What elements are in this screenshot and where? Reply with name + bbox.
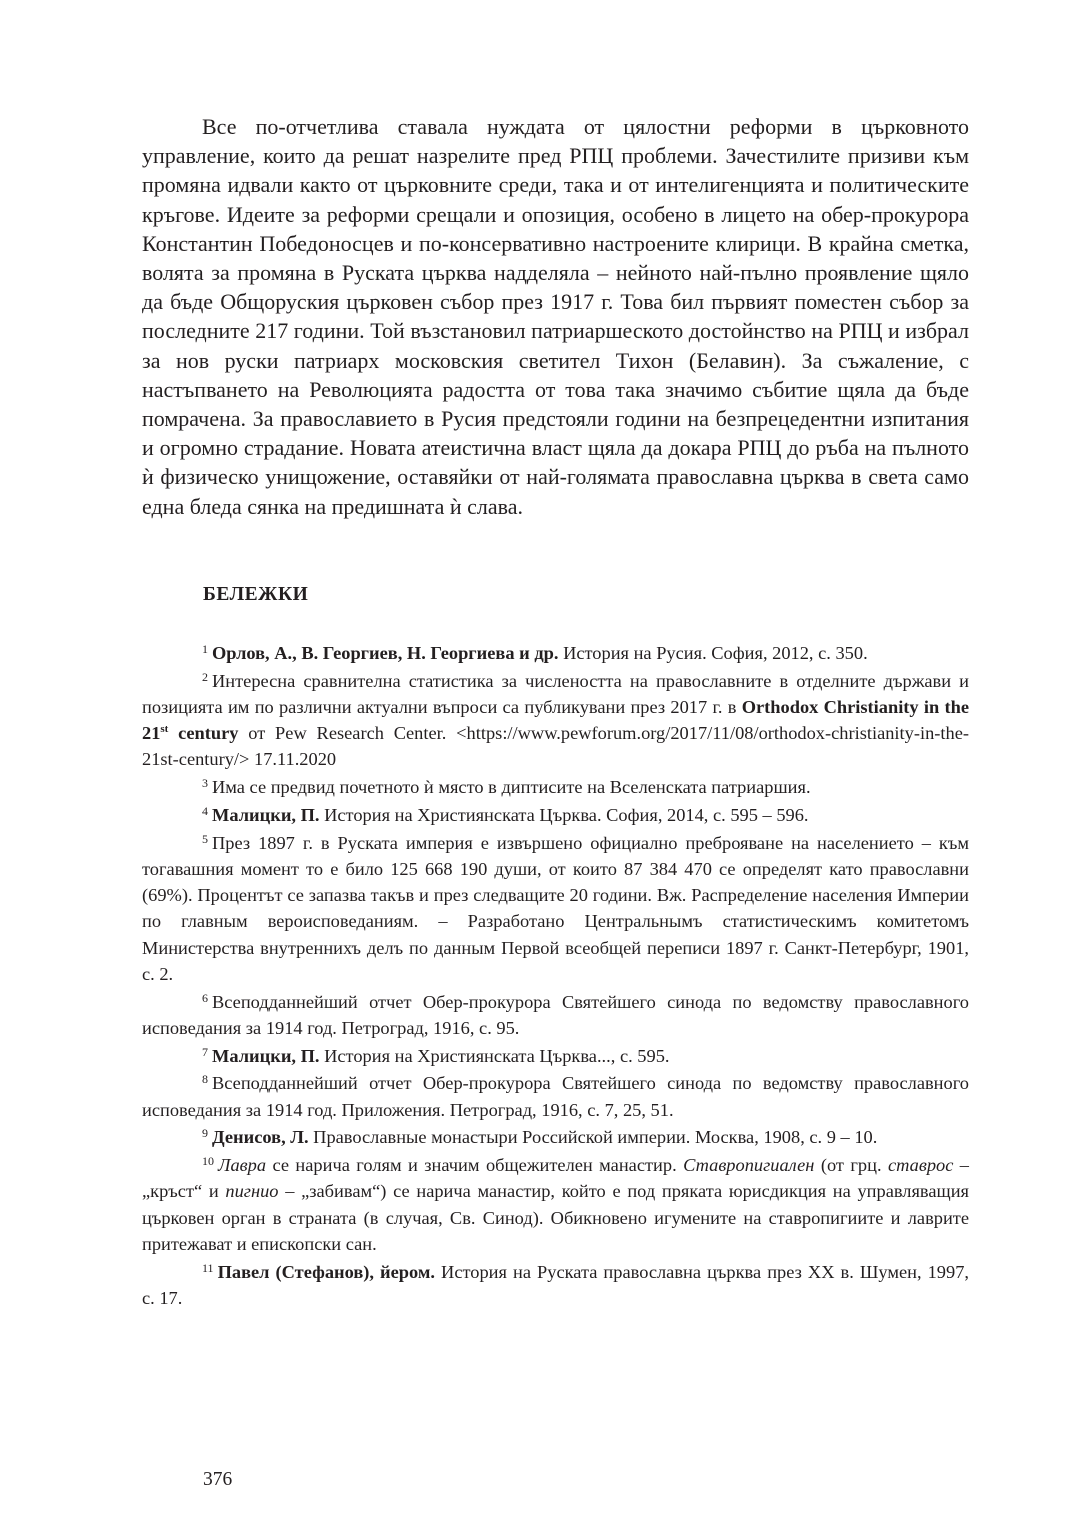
footnote-text-end: от Pew Research Center. <https://www.pewforum.org/2017/11/08/orthodox-christianity-in-the-21st-century/> 17.11.2020 — [142, 723, 969, 770]
footnote-7 — [142, 1043, 969, 1069]
footnote-text: – „кръст“ и — [142, 1155, 969, 1202]
footnote-text: Интересна сравнителна статистика за числеността на православните в отделните държави и позицията им по различни актуални въпроси са публикувани през 2017 г. в — [142, 670, 969, 717]
footnote-author: Малицки, П. — [212, 805, 320, 825]
footnote-text: История на Християнската Църква..., с. 595. — [319, 1045, 670, 1066]
footnote-1 — [142, 640, 969, 666]
footnote-text: Православные монастыри Российской империи. Москва, 1908, с. 9 – 10. — [308, 1127, 878, 1148]
footnote-11 — [142, 1259, 969, 1311]
footnote-number: 2 — [202, 669, 208, 684]
footnote-5 — [142, 830, 969, 987]
footnote-6 — [142, 989, 969, 1041]
footnote-number: 11 — [202, 1260, 214, 1275]
footnote-term: Ставропигиален — [683, 1155, 815, 1176]
footnote-term: Лавра — [218, 1155, 267, 1176]
main-paragraph: Все по-отчетлива ставала нуждата от цялостни реформи в църковното управление, които да решат назрелите пред РПЦ проблеми. Зачестилите призиви към промяна идвали както от църковните среди, така и от интелигенцията и политическите кръгове. Идеите за реформи срещали и опозиция, особено в лицето на обер-прокурора Константин Победоносцев и по-консервативно настроените клирици. В крайна сметка, волята за промяна в Руската църква надделяла – нейното най-пълно проявление щяло да бъде Общоруския църковен събор през 1917 г. Това бил първият поместен събор за последните 217 години. Той възстановил патриаршеското достойнство на РПЦ и избрал за нов руски патриарх московския светител Тихон (Белавин). За съжаление, с настъпването на Революцията радостта от това така значимо събитие щяла да бъде помрачена. За православието в Русия предстояли години на безпрецедентни изпитания и огромно страдание. Новата атеистична власт щяла да докара РПЦ до ръба на пълното ѝ физическо унищожение, оставяйки от най-голямата православна църква в света само една бледа сянка на предишната ѝ слава. — [142, 114, 969, 519]
footnote-number: 6 — [202, 990, 208, 1005]
footnote-number: 1 — [202, 642, 208, 656]
page-number: 376 — [203, 1469, 233, 1490]
footnote-4 — [142, 802, 969, 828]
notes-heading: БЕЛЕЖКИ — [203, 584, 309, 605]
footnote-number: 8 — [202, 1072, 208, 1087]
footnote-term: ставрос — [887, 1155, 954, 1176]
footnote-2 — [142, 668, 969, 773]
footnote-author: Орлов, А., В. Георгиев, Н. Георгиева и др. — [212, 643, 559, 663]
footnote-10 — [142, 1152, 969, 1257]
footnote-ordinal: st — [160, 723, 169, 736]
footnote-number: 5 — [202, 831, 208, 846]
footnote-text: – „забивам“) се нарича манастир, който е под пряката юрисдикция на управляващия църковен орган в страната (в случая, Св. Синод). Обикновено игумените на ставропигиите и лаврите притежават и епископски сан. — [142, 1181, 969, 1254]
footnote-number: 10 — [202, 1154, 214, 1169]
footnote-text: История на Християнската Църква. София, 2014, с. 595 – 596. — [319, 805, 809, 825]
footnote-author: Павел (Стефанов), йером. — [217, 1261, 435, 1282]
footnote-text: През 1897 г. в Руската империя е извършено официално преброяване на населението – към тогавашния момент то е било 125 668 190 души, от които 87 384 470 се определят като православни (69%). Процентът се запазва такъв и през следващите 20 години. Вж. Распределение населения Империи по главным вероисповеданиям. – Разработано Центральнымъ статистическимъ комитетомъ Министерства внутреннихъ делъ по данным Первой всеобщей переписи 1897 г. Санкт-Петербург, 1901, с. 2. — [142, 832, 969, 984]
footnotes-list — [142, 640, 969, 1313]
footnote-author: Денисов, Л. — [212, 1127, 309, 1148]
footnote-number: 3 — [202, 776, 208, 791]
footnote-text: (от грц. — [814, 1155, 888, 1176]
footnote-term: пигнио — [225, 1181, 279, 1202]
footnote-number: 9 — [202, 1126, 208, 1141]
footnote-title-bold: Orthodox Christianity in the 21 — [142, 697, 969, 744]
footnote-9 — [142, 1124, 969, 1150]
footnote-3 — [142, 774, 969, 800]
footnote-text: История на Руската православна църква през XX в. Шумен, 1997, с. 17. — [142, 1261, 969, 1308]
footnote-author: Малицки, П. — [212, 1045, 320, 1066]
footnote-text: Всеподданнейший отчет Обер-прокурора Святейшего синода по ведомству православного исповедания за 1914 год. Петроград, 1916, с. 95. — [142, 991, 969, 1038]
footnote-8 — [142, 1070, 969, 1122]
footnote-text: се нарича голям и значим общежителен манастир. — [266, 1155, 684, 1176]
footnote-title-bold-end: century — [168, 723, 239, 744]
footnote-text: Всеподданнейший отчет Обер-прокурора Святейшего синода по ведомству православного исповедания за 1914 год. Приложения. Петроград, 1916, с. 7, 25, 51. — [142, 1073, 969, 1120]
footnote-number: 4 — [202, 804, 208, 818]
footnote-text: Има се предвид почетното ѝ място в диптисите на Вселенската патриаршия. — [212, 777, 811, 798]
footnote-text: История на Русия. София, 2012, с. 350. — [558, 643, 868, 663]
footnote-number: 7 — [202, 1044, 208, 1059]
